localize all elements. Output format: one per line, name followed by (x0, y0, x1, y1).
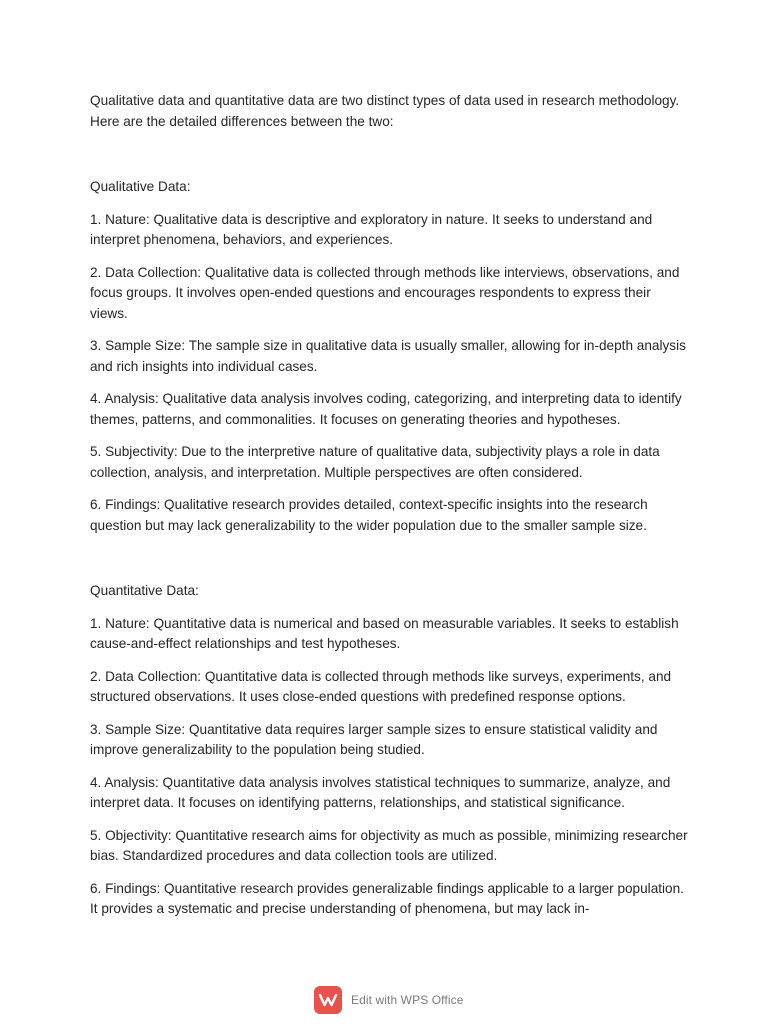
quantitative-item-data-collection: 2. Data Collection: Quantitative data is collected through methods like surveys, experiments, and structured observations. It uses close-ended questions with predefined response options. (90, 668, 672, 704)
quantitative-item-analysis: 4. Analysis: Quantitative data analysis involves statistical techniques to summarize, analyze, and interpret data. It focuses on identifying patterns, relationships, and statistical significance. (90, 774, 671, 810)
quantitative-heading: Quantitative Data: (90, 583, 199, 598)
qualitative-heading: Qualitative Data: (90, 179, 191, 194)
qualitative-item-subjectivity: 5. Subjectivity: Due to the interpretive nature of qualitative data, subjectivity plays a role in data collection, analysis, and interpretation. Multiple perspectives are often considered. (90, 444, 660, 480)
quantitative-item-nature: 1. Nature: Quantitative data is numerical and based on measurable variables. It seeks to establish cause-and-effect relationships and test hypotheses. (90, 615, 679, 651)
document-body (90, 91, 690, 932)
qualitative-item-data-collection: 2. Data Collection: Qualitative data is collected through methods like interviews, observations, and focus groups. It involves open-ended questions and encourages respondents to express their views. (90, 264, 680, 321)
quantitative-item-sample-size: 3. Sample Size: Quantitative data requires larger sample sizes to ensure statistical validity and improve generalizability to the population being studied. (90, 721, 658, 757)
qualitative-item-analysis: 4. Analysis: Qualitative data analysis involves coding, categorizing, and interpreting data to identify themes, patterns, and commonalities. It focuses on generating theories and hypotheses. (90, 391, 682, 427)
wps-office-logo-icon (314, 986, 342, 1014)
qualitative-item-findings: 6. Findings: Qualitative research provides detailed, context-specific insights into the research question but may lack generalizability to the wider population due to the smaller sample size. (90, 497, 648, 533)
edit-with-wps-link[interactable]: Edit with WPS Office (351, 993, 464, 1007)
qualitative-item-nature: 1. Nature: Qualitative data is descriptive and exploratory in nature. It seeks to understand and interpret phenomena, behaviors, and experiences. (90, 211, 653, 247)
qualitative-item-sample-size: 3. Sample Size: The sample size in qualitative data is usually smaller, allowing for in-depth analysis and rich insights into individual cases. (90, 338, 686, 374)
quantitative-item-findings: 6. Findings: Quantitative research provides generalizable findings applicable to a larger population. It provides a systematic and precise understanding of phenomena, but may lack in- (90, 880, 684, 916)
edit-with-wps-footer[interactable] (314, 985, 463, 1015)
section-spacer (90, 548, 690, 581)
intro-paragraph: Qualitative data and quantitative data are two distinct types of data used in research methodology. Here are the detailed differences between the two: (90, 93, 680, 129)
quantitative-item-objectivity: 5. Objectivity: Quantitative research aims for objectivity as much as possible, minimizing researcher bias. Standardized procedures and data collection tools are utilized. (90, 827, 688, 863)
